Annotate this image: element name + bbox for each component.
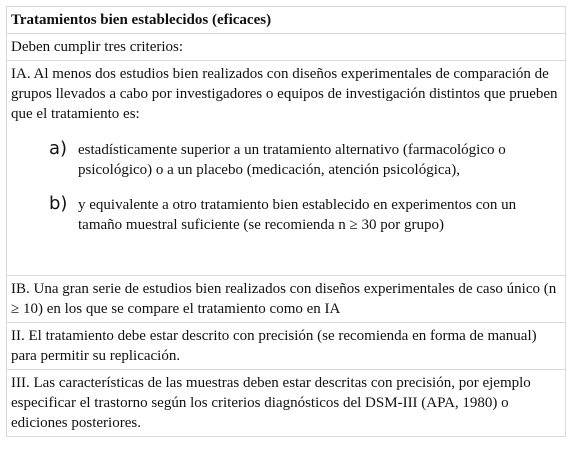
- list-item-text: estadísticamente superior a un tratamiento alternativo (farmacológico o psicológico) o a un placebo (medicación, atención psicológica),: [78, 142, 506, 178]
- table-row: [7, 370, 566, 437]
- table-title: Tratamientos bien establecidos (eficaces): [7, 7, 566, 34]
- list-marker: a): [49, 138, 68, 159]
- criterion-ib-cell: IB. Una gran serie de estudios bien realizados con diseños experimentales de caso único (n ≥ 10) en los que se compare el tratamiento como en IA: [7, 276, 566, 323]
- cell-spacer: [11, 250, 561, 272]
- criterion-ia-list: [11, 140, 561, 235]
- criterion-ii-cell: II. El tratamiento debe estar descrito con precisión (se recomienda en forma de manual) para permitir su replicación.: [7, 323, 566, 370]
- list-marker: b): [49, 193, 68, 214]
- list-item-text: y equivalente a otro tratamiento bien establecido en experimentos con un tamaño muestral suficiente (se recomienda n ≥ 30 por grupo): [78, 197, 517, 233]
- list-item: [11, 140, 561, 180]
- table-row: [7, 7, 566, 34]
- table-row: [7, 61, 566, 276]
- list-item: [11, 195, 561, 235]
- table-row: [7, 323, 566, 370]
- criterion-iii-cell: III. Las características de las muestras deben estar descritas con precisión, por ejemplo especificar el trastorno según los criterios diagnósticos del DSM-III (APA, 1980) o ediciones posteriores.: [7, 370, 566, 437]
- intro-text: Deben cumplir tres criterios:: [7, 34, 566, 61]
- criteria-table: [6, 6, 566, 437]
- criterion-ia-cell: [7, 61, 566, 276]
- table-row: [7, 34, 566, 61]
- criterion-ia-text: IA. Al menos dos estudios bien realizados con diseños experimentales de comparación de grupos llevados a cabo por investigadores o equipos de investigación distintos que prueben que el tratamiento es:: [11, 66, 558, 122]
- table-row: [7, 276, 566, 323]
